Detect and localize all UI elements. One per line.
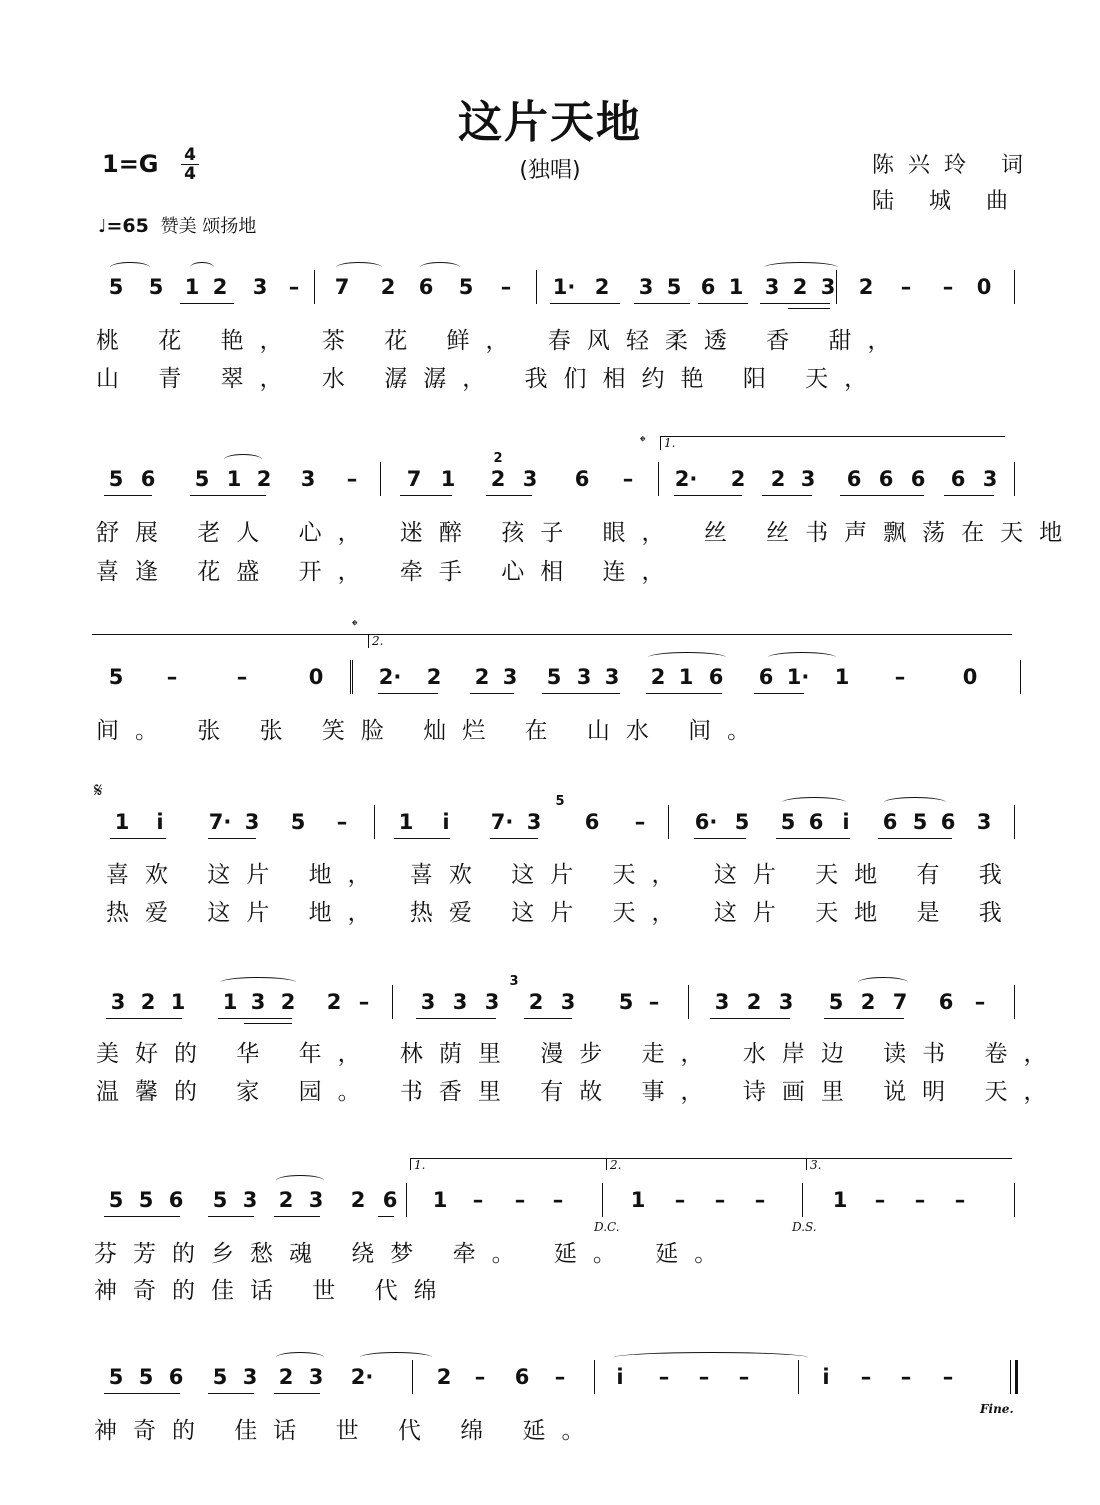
beam-underline	[274, 1393, 320, 1394]
note: 2	[746, 990, 762, 1014]
note: –	[974, 990, 986, 1014]
note: 5	[108, 1365, 124, 1389]
beam-underline	[944, 495, 994, 496]
lyrics-4a: 喜欢 这片 地， 喜欢 这片 天， 这片 天地 有 我	[106, 862, 1018, 888]
note: –	[754, 1188, 766, 1212]
barline	[1014, 462, 1015, 496]
note: 1·	[786, 665, 810, 689]
barline	[380, 462, 381, 496]
note: 2·	[378, 665, 402, 689]
slur	[224, 454, 262, 465]
note: 6	[940, 810, 956, 834]
fine-marking: Fine.	[980, 1402, 1014, 1416]
note: 2	[436, 1365, 452, 1389]
note: 1	[184, 275, 200, 299]
beam-underline	[646, 693, 722, 694]
note: –	[942, 1365, 954, 1389]
note: 5	[108, 1188, 124, 1212]
note: 2	[650, 665, 666, 689]
composer-credit: 陆 城 曲	[872, 189, 1022, 214]
volta-3-label-b: 3.	[810, 1158, 822, 1172]
volta-1-label: 1.	[664, 436, 676, 450]
beam-underline	[878, 838, 952, 839]
note: 6	[168, 1365, 184, 1389]
staff-line-6	[90, 1183, 1020, 1223]
note: 2	[770, 467, 786, 491]
note: i	[822, 1365, 830, 1389]
note: 2·	[674, 467, 698, 491]
note: 1	[398, 810, 414, 834]
note: 5	[546, 665, 562, 689]
note: 3	[638, 275, 654, 299]
note: 2	[528, 990, 544, 1014]
barline	[406, 1183, 407, 1217]
beam-underline	[110, 838, 166, 839]
barline	[668, 805, 669, 839]
note: –	[166, 665, 178, 689]
quarter-note-icon: ♩	[98, 216, 107, 237]
note: 5	[108, 275, 124, 299]
note: 1	[832, 1188, 848, 1212]
beam-underline	[190, 495, 266, 496]
note: –	[658, 1365, 670, 1389]
note: 3	[244, 810, 260, 834]
beam-underline	[754, 693, 804, 694]
note: –	[914, 1188, 926, 1212]
note: 3	[604, 665, 620, 689]
slur	[190, 262, 214, 273]
note: 6	[140, 467, 156, 491]
note: 3	[778, 990, 794, 1014]
beam-underline	[634, 303, 690, 304]
note: 6	[950, 467, 966, 491]
segno-sign-icon: 𝄋	[94, 778, 103, 802]
note: 3	[976, 810, 992, 834]
note: 2	[212, 275, 228, 299]
final-barline	[1015, 1360, 1018, 1394]
note: 2	[426, 665, 442, 689]
note: 5	[828, 990, 844, 1014]
note: –	[472, 1188, 484, 1212]
slur	[420, 262, 460, 273]
note: 6·	[694, 810, 718, 834]
note: 1·	[552, 275, 576, 299]
note: 1	[114, 810, 130, 834]
beam-underline	[208, 1393, 254, 1394]
barline	[658, 462, 659, 496]
note: –	[634, 810, 646, 834]
slur	[858, 977, 908, 988]
note: 2	[280, 990, 296, 1014]
slur	[336, 262, 382, 273]
grace-note: 5	[555, 794, 565, 809]
note: –	[336, 810, 348, 834]
note: 7·	[490, 810, 514, 834]
note: –	[500, 275, 512, 299]
lyrics-2b: 喜逢 花盛 开， 牵手 心相 连，	[96, 559, 681, 585]
note: 3	[522, 467, 538, 491]
grace-note: 3	[509, 974, 519, 989]
slur	[276, 1352, 324, 1363]
note: 5	[138, 1188, 154, 1212]
barline	[536, 270, 537, 304]
note: 2	[278, 1365, 294, 1389]
note: 6	[418, 275, 434, 299]
note: –	[514, 1188, 526, 1212]
expression-text: 赞美 颂扬地	[160, 216, 257, 237]
note: 6	[882, 810, 898, 834]
barline	[374, 805, 375, 839]
barline	[1010, 1360, 1011, 1394]
note: 3	[452, 990, 468, 1014]
barline	[392, 985, 393, 1019]
note: 3	[714, 990, 730, 1014]
slur	[782, 797, 846, 808]
barline	[1020, 660, 1021, 694]
note: –	[860, 1365, 872, 1389]
beam-underline	[542, 693, 620, 694]
note: 6	[574, 467, 590, 491]
slur	[648, 652, 726, 663]
note: 3	[308, 1188, 324, 1212]
note: 3	[242, 1188, 258, 1212]
note: –	[288, 275, 300, 299]
beam-underline	[104, 495, 152, 496]
note: 1	[678, 665, 694, 689]
beam-underline	[378, 693, 438, 694]
beam-underline	[470, 693, 514, 694]
lyrics-5a: 美好的 华 年， 林荫里 漫步 走， 水岸边 读书 卷，	[96, 1041, 1063, 1067]
note: 6	[708, 665, 724, 689]
coda-sign-icon: 𝄌	[640, 432, 646, 451]
note: –	[874, 1188, 886, 1212]
note: –	[942, 275, 954, 299]
note: –	[358, 990, 370, 1014]
note: –	[554, 1365, 566, 1389]
note: 6	[700, 275, 716, 299]
note: 3	[484, 990, 500, 1014]
lyrics-1b: 山 青 翠， 水 潺潺， 我们相约艳 阳 天，	[96, 366, 884, 392]
barline	[412, 1360, 413, 1394]
note: 1	[170, 990, 186, 1014]
note: 2·	[350, 1365, 374, 1389]
note: 5	[108, 665, 124, 689]
beam-underline	[776, 838, 850, 839]
note: –	[714, 1188, 726, 1212]
beam-underline	[106, 1018, 182, 1019]
note: 2	[350, 1188, 366, 1212]
note: 1	[834, 665, 850, 689]
note: 2	[474, 665, 490, 689]
note: 6	[878, 467, 894, 491]
beam-underline	[524, 1018, 572, 1019]
note: 5	[194, 467, 210, 491]
beam-underline	[208, 1216, 254, 1217]
barline	[1014, 985, 1015, 1019]
note: 3	[110, 990, 126, 1014]
note: –	[552, 1188, 564, 1212]
note: –	[622, 467, 634, 491]
note: –	[236, 665, 248, 689]
note: 3	[420, 990, 436, 1014]
note: 7·	[208, 810, 232, 834]
note: 3	[982, 467, 998, 491]
slur	[764, 262, 838, 273]
tempo-marking	[98, 212, 256, 238]
beam-underline	[840, 495, 924, 496]
note: 3	[526, 810, 542, 834]
beam-underline	[208, 838, 256, 839]
beam-underline	[760, 303, 830, 304]
volta-1-label-b: 1.	[414, 1158, 426, 1172]
staff-line-2	[90, 451, 1020, 502]
note: 6	[846, 467, 862, 491]
beam-underline	[824, 1018, 904, 1019]
coda-sign-icon-2: 𝄌	[352, 616, 358, 635]
lyrics-7a: 神奇的 佳话 世 代 绵 延。	[94, 1418, 601, 1444]
note: –	[954, 1188, 966, 1212]
note: i	[616, 1365, 624, 1389]
note: 3	[502, 665, 518, 689]
note: 2	[490, 467, 506, 491]
note: 6	[938, 990, 954, 1014]
tempo-value: =65	[106, 215, 149, 237]
volta-2-label: 2.	[372, 634, 384, 648]
lyricist-credit: 陈兴玲 词	[872, 153, 1037, 178]
note: 0	[962, 665, 978, 689]
note: 3	[764, 275, 780, 299]
note: 3	[576, 665, 592, 689]
slur	[276, 1175, 324, 1186]
ds-marking: D.S.	[792, 1220, 817, 1234]
note: 3	[300, 467, 316, 491]
beam-underline	[416, 1018, 496, 1019]
beam-underline	[486, 495, 532, 496]
beam-underline	[400, 495, 452, 496]
note: i	[842, 810, 850, 834]
note: –	[474, 1365, 486, 1389]
barline	[350, 660, 351, 694]
beam-underline	[180, 303, 234, 304]
grace-note: 2	[493, 451, 503, 466]
note: 2	[730, 467, 746, 491]
note: 2	[380, 275, 396, 299]
note: 5	[212, 1365, 228, 1389]
note: –	[738, 1365, 750, 1389]
note: 6	[758, 665, 774, 689]
beam-underline	[378, 1216, 394, 1217]
note: 6	[910, 467, 926, 491]
note: 3	[308, 1365, 324, 1389]
staff-line-5	[90, 974, 1020, 1025]
slur	[110, 262, 150, 273]
beam-underline-double	[788, 308, 830, 309]
note: 2	[792, 275, 808, 299]
note: 5	[734, 810, 750, 834]
note: –	[698, 1365, 710, 1389]
barline	[314, 270, 315, 304]
note: 3	[252, 275, 268, 299]
barline	[594, 1360, 595, 1394]
beam-underline	[218, 1018, 292, 1019]
staff-line-3	[90, 660, 1020, 700]
note: 6	[514, 1365, 530, 1389]
staff-line-7	[90, 1360, 1020, 1400]
note: –	[648, 990, 660, 1014]
beam-underline	[104, 1216, 180, 1217]
lyrics-5b: 温馨的 家 园。 书香里 有故 事， 诗画里 说明 天，	[96, 1079, 1063, 1105]
note: –	[900, 275, 912, 299]
note: 5	[212, 1188, 228, 1212]
note: 0	[976, 275, 992, 299]
key-signature: 1=G	[102, 150, 159, 178]
note: –	[894, 665, 906, 689]
note: 2	[860, 990, 876, 1014]
performance-type: (独唱)	[519, 158, 581, 183]
note: 7	[892, 990, 908, 1014]
lyrics-6a: 芬芳的乡愁魂 绕梦 牵。 延。 延。	[94, 1241, 734, 1267]
note: 1	[432, 1188, 448, 1212]
note: 5	[780, 810, 796, 834]
barline	[1014, 805, 1015, 839]
beam-underline	[674, 495, 742, 496]
lyrics-1a: 桃 花 艳， 茶 花 鲜， 春风轻柔透 香 甜，	[96, 328, 907, 354]
note: 3	[800, 467, 816, 491]
slur	[614, 1352, 808, 1363]
note: 1	[222, 990, 238, 1014]
note: 5	[912, 810, 928, 834]
note: 5	[618, 990, 634, 1014]
note: –	[900, 1365, 912, 1389]
note: 1	[728, 275, 744, 299]
note: 3	[250, 990, 266, 1014]
note: 5	[108, 467, 124, 491]
note: 3	[242, 1365, 258, 1389]
barline	[1014, 1183, 1015, 1217]
note: 5	[290, 810, 306, 834]
beam-underline	[694, 838, 746, 839]
beam-underline	[274, 1216, 320, 1217]
note: 0	[308, 665, 324, 689]
dc-marking: D.C.	[594, 1220, 620, 1234]
note: 1	[440, 467, 456, 491]
note: 2	[858, 275, 874, 299]
note: –	[346, 467, 358, 491]
meter-bottom: 4	[184, 164, 196, 184]
note: –	[674, 1188, 686, 1212]
beam-underline	[394, 838, 450, 839]
lyrics-6b: 神奇的佳话 世 代绵	[94, 1278, 453, 1304]
beam-underline-double	[244, 1023, 292, 1024]
song-title: 这片天地	[458, 97, 642, 148]
note: 6	[584, 810, 600, 834]
beam-underline	[550, 303, 620, 304]
barline	[798, 1360, 799, 1394]
note: 2	[594, 275, 610, 299]
note: 5	[138, 1365, 154, 1389]
slur	[768, 652, 836, 663]
beam-underline	[104, 1393, 180, 1394]
note: 2	[278, 1188, 294, 1212]
note: 6	[382, 1188, 398, 1212]
note: 2	[326, 990, 342, 1014]
barline	[836, 270, 837, 304]
meter-top: 4	[184, 145, 196, 165]
note: 6	[168, 1188, 184, 1212]
barline	[602, 1183, 603, 1217]
slur	[884, 797, 946, 808]
volta-2-label-b: 2.	[610, 1158, 622, 1172]
note: 5	[148, 275, 164, 299]
slur	[220, 977, 296, 988]
barline	[688, 985, 689, 1019]
note: 6	[808, 810, 824, 834]
note: 2	[140, 990, 156, 1014]
lyrics-2a: 舒展 老人 心， 迷醉 孩子 眼， 丝 丝书声飘荡在天地	[96, 520, 1079, 546]
staff-line-1	[90, 270, 1020, 310]
note: i	[156, 810, 164, 834]
time-signature	[178, 146, 202, 183]
beam-underline	[698, 303, 748, 304]
slur	[360, 1352, 432, 1363]
note: 7	[406, 467, 422, 491]
barline	[802, 1183, 803, 1217]
beam-underline	[762, 495, 812, 496]
barline	[1014, 270, 1015, 304]
note: 7	[334, 275, 350, 299]
lyrics-4b: 热爱 这片 地， 热爱 这片 天， 这片 天地 是 我	[106, 900, 1018, 926]
note: i	[442, 810, 450, 834]
note: 5	[666, 275, 682, 299]
lyrics-3a: 间。 张 张 笑脸 灿烂 在 山水 间。	[96, 718, 767, 744]
beam-underline	[490, 838, 538, 839]
note: 5	[458, 275, 474, 299]
note: 3	[820, 275, 836, 299]
beam-underline	[710, 1018, 790, 1019]
note: 2	[256, 467, 272, 491]
note: 1	[630, 1188, 646, 1212]
note: 1	[226, 467, 242, 491]
staff-line-4	[90, 794, 1020, 845]
note: 3	[560, 990, 576, 1014]
barline	[352, 660, 353, 694]
